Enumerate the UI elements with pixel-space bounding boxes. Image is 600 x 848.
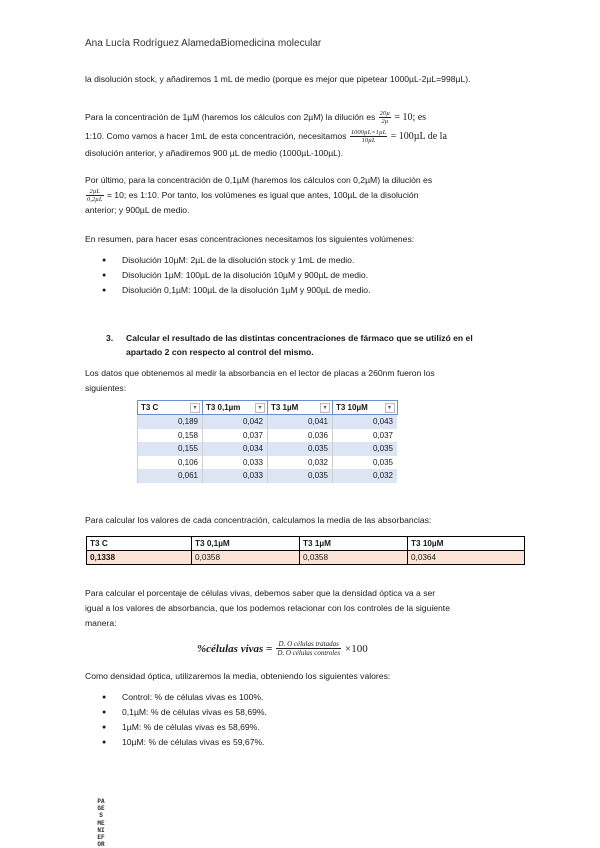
table-header-row (138, 401, 398, 415)
table-cell: 0,155 (138, 442, 203, 456)
filter-dropdown-icon[interactable]: ▾ (190, 403, 200, 413)
table-row (138, 469, 398, 483)
table-cell: 0,037 (333, 429, 398, 443)
table-cell: 0,0358 (300, 551, 408, 565)
table-cell: 0,035 (333, 456, 398, 470)
document-page: Ana Lucía Rodríguez AlamedaBiomedicina molecular la disolución stock, y añadiremos 1 mL de medio (porque es mejor que pipetear 1000µL-2µL=998µL). Para la concentración de 1µM (haremos los cálculos con 2µM) la dilución es $\frac{\text{20µ}}{\text{2µ}}$ = 10; es 1:10. Como vamos a hacer 1mL de esta concentración, necesitamos $\frac{\text{1000µL×1µL}}{\text{10µL}}$ = 100µL de la disolución anterior, y añadiremos 900 µL de medio (1000µL-100µL). Por último, para la concentración de 0,1µM (haremos los cálculos con 0,2µM) la dilución es $\frac{\text{2µL}}{\text{0,2µL}}$ = 10; es 1:10. Por tanto, los volúmenes es igual que antes, 100µL de la disolución anterior; y 900µL de medio. En resumen, para hacer esas concentraciones necesitamos los siguientes volúmenes: ● Disolución 10µM: 2µL de la disolución stock y 1mL de medio. ● Disolución 1µM: 100µL de la disolución 10µM y 900µL de medio. ● Disolución 0,1µM: 100µL de la disolución 1µM y 900µL de medio. 3. Calcular el resultado de las distintas concentraciones de fármaco que se utilizó en el apartado 2 con respecto al control del mismo. Los datos que obtenemos al medir la absorbancia en el lector de placas a 260nm fueron los siguientes: T3 C ▾ T3 0,1µm ▾ T3 1µM ▾ T3 10µM ▾ 0,189 0,042 0,041 0,043 0,158 0,037 0,036 0,037 0,155 0,034 0,035 0,035 0,106 0,033 0,032 0,035 0,061 0,033 0,035 0,032 Para calcular los valores de cada concentración, calculamos la media de las absorbancias: T3 C T3 0,1µM T3 1µM T3 10µM 0,1338 0,0358 0,0358 0,0364 Para calcular el porcentaje de células vivas, debemos saber que la densidad óptica va a ser igual a los valores de absorbancia, que los podemos relacionar con los controles de la siguiente manera: %células vivas = $\frac{\text{D. O células tratadas}}{\text{D. O células controles}}$ ×100 Como densidad óptica, utilizaremos la media, obteniendo los siguientes valores: ● Control: % de células vivas es 100%. ● 0,1µM: % de células vivas es 58,69%. ● 1µM: % de células vivas es 58,69%. ● 10µM: % de células vivas es 59,67%. PA GE S ME NI EF OR (0, 0, 600, 848)
table-cell: 0,032 (268, 456, 333, 470)
paragraph-dilution-1um (85, 110, 515, 161)
page-header: Ana Lucía Rodríguez AlamedaBiomedicina molecular (85, 38, 322, 49)
table-cell: 0,0364 (408, 551, 525, 565)
table-header-cell: T3 C (87, 537, 192, 551)
table-header-cell: T3 10µM (408, 537, 525, 551)
section-number: 3. (106, 333, 114, 343)
formula-fraction: $\frac{\text{D. O células tratadas}}{\text{D. O células controles}}$ (277, 640, 341, 657)
paragraph-dilution-01um: Por último, para la concentración de 0,1µM (haremos los cálculos con 0,2µM) la dilución es $\frac{\text{2µL}}{\text{0,2µL}}$ = 10; es 1:10. Por tanto, los volúmenes es igual que antes, 100µL de la disolución anterior; y 900µL de medio. (85, 175, 433, 216)
table-cell: 0,189 (138, 415, 203, 429)
table-cell: 0,036 (268, 429, 333, 443)
table-cell: 0,041 (268, 415, 333, 429)
table-cell: 0,043 (333, 415, 398, 429)
table-header-cell[interactable]: T3 10µM ▾ (333, 401, 398, 415)
fraction-2-over-02: $\frac{\text{2µL}}{\text{0,2µL}}$ (87, 188, 103, 204)
table-header-row (87, 537, 525, 551)
table-header-cell: T3 1µM (300, 537, 408, 551)
table-row (138, 429, 398, 443)
table-cell: 0,1338 (87, 551, 192, 565)
table-cell: 0,042 (203, 415, 268, 429)
table-row (138, 442, 398, 456)
table-header-cell[interactable]: T3 1µM ▾ (268, 401, 333, 415)
table-cell: 0,037 (203, 429, 268, 443)
paragraph-summary: En resumen, para hacer esas concentraciones necesitamos los siguientes volúmenes: (85, 234, 415, 244)
filter-dropdown-icon[interactable]: ▾ (320, 403, 330, 413)
dilution-1um-line-3: disolución anterior, y añadiremos 900 µL de medio (1000µL-100µL). (85, 148, 344, 159)
table-cell: 0,032 (333, 469, 398, 483)
table-row (138, 415, 398, 429)
table-header-cell[interactable]: T3 0,1µm ▾ (203, 401, 268, 415)
paragraph-viability: Para calcular el porcentaje de células vivas, debemos saber que la densidad óptica va a ser igual a los valores de absorbancia, que los podemos relacionar con los controles de la siguiente manera: (85, 588, 450, 628)
table-cell: 0,061 (138, 469, 203, 483)
table-header-cell[interactable]: T3 C ▾ (138, 401, 203, 415)
dilution-1um-line-1: Para la concentración de 1µM (haremos los cálculos con 2µM) la dilución es $\frac{\text{20µ}}{\text{2µ}}$ = 10; es (85, 110, 427, 126)
list-item: ● Control: % de células vivas es 100%. (100, 690, 267, 705)
table-cell: 0,033 (203, 469, 268, 483)
list-item: ● Disolución 10µM: 2µL de la disolución stock y 1mL de medio. (100, 253, 370, 268)
list-item: ● 10µM: % de células vivas es 59,67%. (100, 735, 267, 750)
table-cell: 0,035 (268, 442, 333, 456)
table-cell: 0,0358 (192, 551, 300, 565)
watermark-logo: PA GE S ME NI EF OR (97, 798, 105, 848)
filter-dropdown-icon[interactable]: ▾ (255, 403, 265, 413)
filter-dropdown-icon[interactable]: ▾ (385, 403, 395, 413)
table-cell: 0,033 (203, 456, 268, 470)
paragraph-data-intro: Los datos que obtenemos al medir la absorbancia en el lector de placas a 260nm fueron los siguientes: (85, 368, 435, 393)
fraction-20-over-2: $\frac{\text{20µ}}{\text{2µ}}$ (379, 110, 390, 126)
list-item: ● 1µM: % de células vivas es 58,69%. (100, 720, 267, 735)
table-row (138, 456, 398, 470)
list-item: ● 0,1µM: % de células vivas es 58,69%. (100, 705, 267, 720)
mean-absorbance-table (86, 536, 525, 565)
paragraph-results-intro: Como densidad óptica, utilizaremos la media, obteniendo los siguientes valores: (85, 671, 391, 681)
table-header-cell: T3 0,1µM (192, 537, 300, 551)
table-cell: 0,035 (268, 469, 333, 483)
paragraph-stock: la disolución stock, y añadiremos 1 mL de medio (porque es mejor que pipetear 1000µL-2µL=998µL). (85, 74, 471, 84)
viability-formula: %células vivas = $\frac{\text{D. O células tratadas}}{\text{D. O células controles}}$ ×100 (197, 640, 368, 657)
absorbance-table (137, 400, 398, 483)
dilution-1um-line-2: 1:10. Como vamos a hacer 1mL de esta concentración, necesitamos $\frac{\text{1000µL×1µL}}{\text{10µL}}$ = 100µL de la (85, 129, 447, 145)
table-cell: 0,158 (138, 429, 203, 443)
table-cell: 0,106 (138, 456, 203, 470)
paragraph-mean: Para calcular los valores de cada concentración, calculamos la media de las absorbancias: (85, 515, 432, 525)
volumes-list (100, 253, 370, 298)
table-cell: 0,034 (203, 442, 268, 456)
list-item: ● Disolución 0,1µM: 100µL de la disolución 1µM y 900µL de medio. (100, 283, 370, 298)
table-row (87, 551, 525, 565)
table-cell: 0,035 (333, 442, 398, 456)
fraction-volume: $\frac{\text{1000µL×1µL}}{\text{10µL}}$ (350, 129, 387, 145)
viability-list (100, 690, 267, 750)
list-item: ● Disolución 1µM: 100µL de la disolución 10µM y 900µL de medio. (100, 268, 370, 283)
